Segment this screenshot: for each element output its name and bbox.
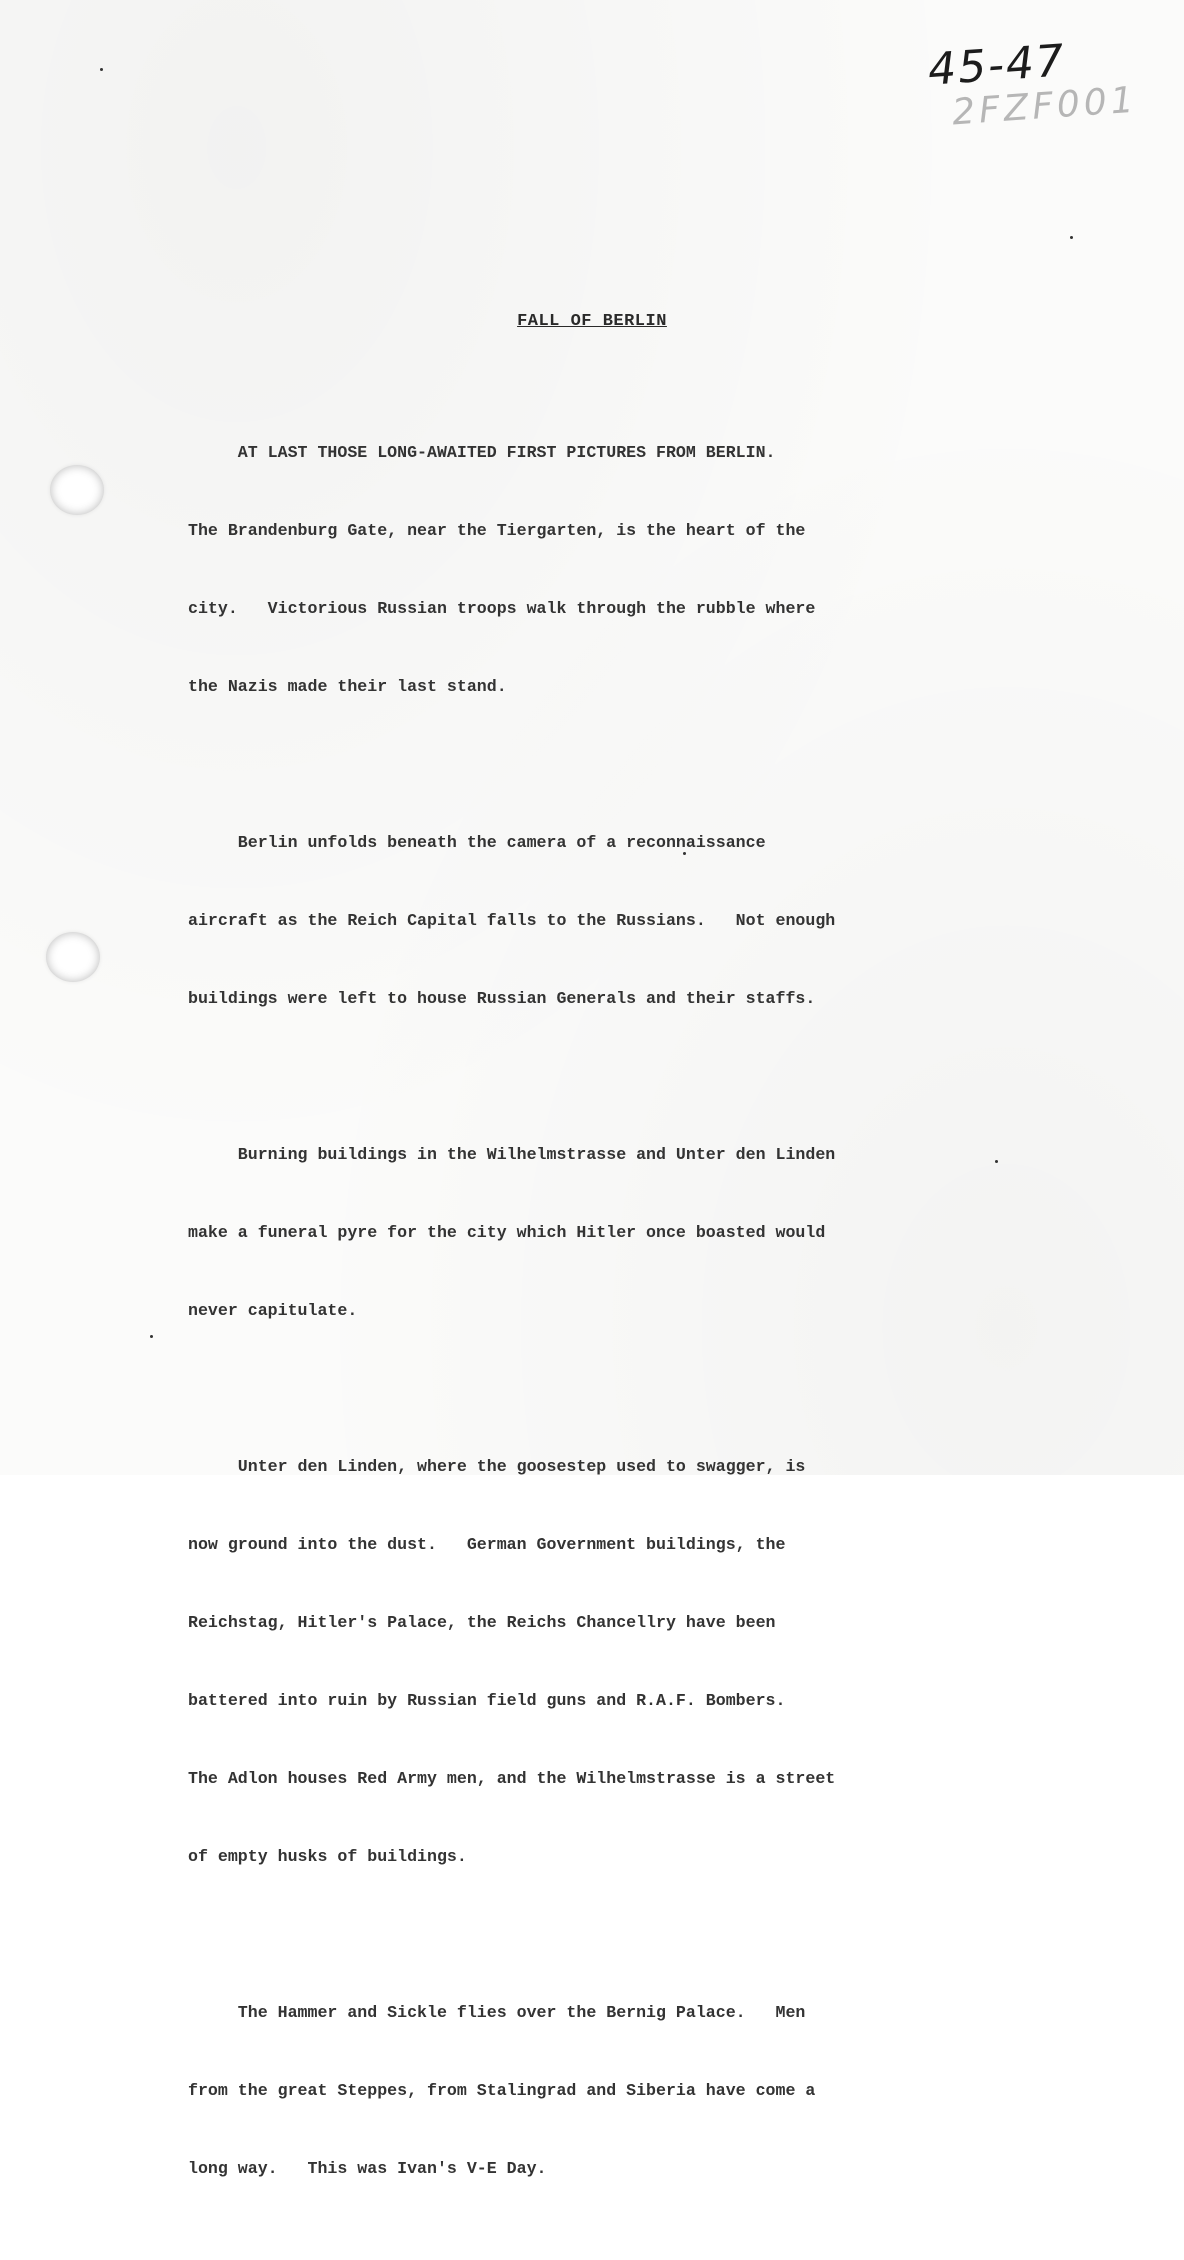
text-line: The Brandenburg Gate, near the Tiergarten, is the heart of the xyxy=(188,521,806,540)
text-line: Burning buildings in the Wilhelmstrasse and Unter den Linden xyxy=(188,1145,836,1164)
text-line: buildings were left to house Russian Generals and their staffs. xyxy=(188,989,816,1008)
text-line: Berlin unfolds beneath the camera of a reconnaissance xyxy=(188,833,766,852)
text-line: make a funeral pyre for the city which Hitler once boasted would xyxy=(188,1223,826,1242)
text-line: battered into ruin by Russian field guns and R.A.F. Bombers. xyxy=(188,1691,786,1710)
text-line: long way. This was Ivan's V-E Day. xyxy=(188,2159,547,2178)
paper-speck xyxy=(100,68,103,71)
document-body xyxy=(188,388,998,2260)
punch-hole xyxy=(50,465,104,515)
handwritten-faint-code: 2FZF001 xyxy=(950,79,1139,134)
document-title: FALL OF BERLIN xyxy=(517,312,667,331)
handwritten-number: 45-47 xyxy=(926,35,1068,96)
paragraph xyxy=(188,1948,998,2234)
text-line: the Nazis made their last stand. xyxy=(188,677,507,696)
text-line: The Adlon houses Red Army men, and the Wilhelmstrasse is a street xyxy=(188,1769,836,1788)
text-line: city. Victorious Russian troops walk through the rubble where xyxy=(188,599,816,618)
punch-hole xyxy=(46,932,100,982)
paragraph xyxy=(188,778,998,1064)
text-line: from the great Steppes, from Stalingrad and Siberia have come a xyxy=(188,2081,816,2100)
text-line: never capitulate. xyxy=(188,1301,358,1320)
text-line: AT LAST THOSE LONG-AWAITED FIRST PICTURES FROM BERLIN. xyxy=(188,443,776,462)
text-line: aircraft as the Reich Capital falls to the Russians. Not enough xyxy=(188,911,836,930)
text-line: now ground into the dust. German Government buildings, the xyxy=(188,1535,786,1554)
paper-speck xyxy=(150,1335,153,1338)
text-line: Unter den Linden, where the goosestep used to swagger, is xyxy=(188,1457,806,1476)
paragraph xyxy=(188,1402,998,1922)
text-line: of empty husks of buildings. xyxy=(188,1847,467,1866)
paper-speck xyxy=(1070,236,1073,239)
paragraph xyxy=(188,1090,998,1376)
text-line: Reichstag, Hitler's Palace, the Reichs Chancellry have been xyxy=(188,1613,776,1632)
text-line: The Hammer and Sickle flies over the Bernig Palace. Men xyxy=(188,2003,806,2022)
paragraph xyxy=(188,388,998,752)
